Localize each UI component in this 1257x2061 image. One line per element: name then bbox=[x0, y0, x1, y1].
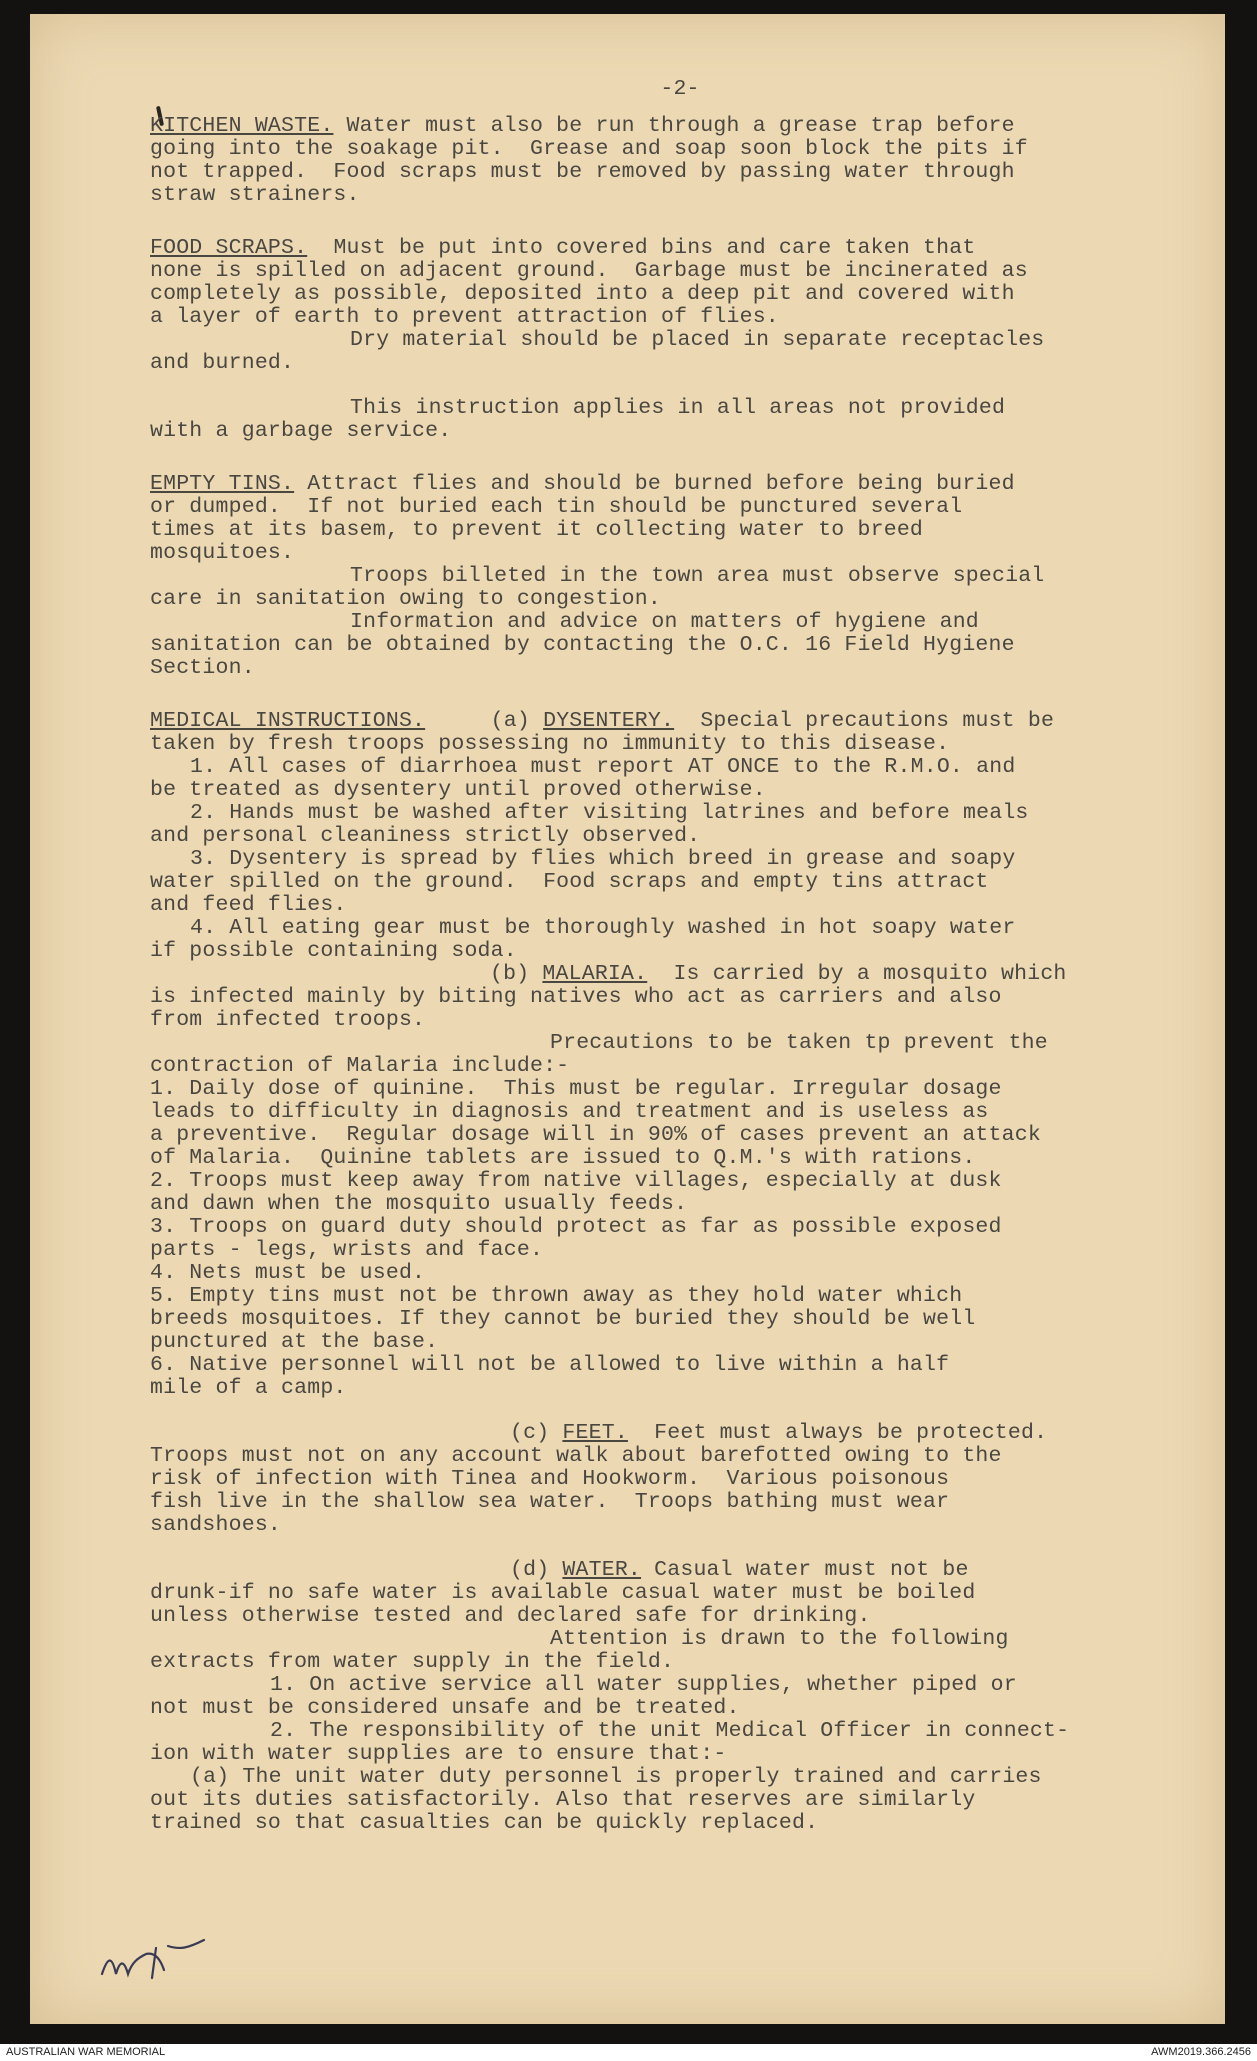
kitchen-waste-line: going into the soakage pit. Grease and soap soon block the pits if bbox=[150, 137, 1028, 161]
malaria-line: leads to difficulty in diagnosis and treatment and is useless as bbox=[150, 1100, 989, 1124]
food-scraps-line: none is spilled on adjacent ground. Garbage must be incinerated as bbox=[150, 259, 1028, 283]
empty-tins-line: times at its basem, to prevent it collecting water to breed bbox=[150, 518, 924, 542]
feet-line: risk of infection with Tinea and Hookworm. Various poisonous bbox=[150, 1467, 950, 1491]
feet-line: fish live in the shallow sea water. Troops bathing must wear bbox=[150, 1490, 950, 1514]
malaria-line: contraction of Malaria include:- bbox=[150, 1054, 570, 1078]
dysentery-line: 1. All cases of diarrhoea must report AT ONCE to the R.M.O. and bbox=[190, 755, 1016, 779]
food-scraps-line: Dry material should be placed in separate receptacles bbox=[350, 328, 1045, 352]
empty-tins-line: Information and advice on matters of hygiene and bbox=[350, 610, 979, 634]
malaria-line: 2. Troops must keep away from native villages, especially at dusk bbox=[150, 1169, 1002, 1193]
feet-heading: FEET. bbox=[562, 1421, 628, 1445]
water-line: drunk-if no safe water is available casual water must be boiled bbox=[150, 1581, 976, 1605]
kitchen-waste-heading: KITCHEN WASTE. bbox=[150, 114, 334, 138]
water-line: out its duties satisfactorily. Also that reserves are similarly bbox=[150, 1788, 976, 1812]
water-line: 1. On active service all water supplies, whether piped or bbox=[270, 1673, 1017, 1697]
malaria-line: 4. Nets must be used. bbox=[150, 1261, 426, 1285]
feet-line: Troops must not on any account walk about barefotted owing to the bbox=[150, 1444, 1002, 1468]
empty-tins-line: Troops billeted in the town area must observe special bbox=[350, 564, 1045, 588]
water-line: not must be considered unsafe and be treated. bbox=[150, 1696, 740, 1720]
empty-tins-line: care in sanitation owing to congestion. bbox=[150, 587, 661, 611]
malaria-line: punctured at the base. bbox=[150, 1330, 439, 1354]
food-scraps-line: and burned. bbox=[150, 351, 295, 375]
food-scraps-line: with a garbage service. bbox=[150, 419, 452, 443]
malaria-line: 5. Empty tins must not be thrown away as they hold water which bbox=[150, 1284, 963, 1308]
footer-institution: AUSTRALIAN WAR MEMORIAL bbox=[6, 2046, 166, 2058]
feet-line: sandshoes. bbox=[150, 1513, 282, 1537]
malaria-line: 3. Troops on guard duty should protect as far as possible exposed bbox=[150, 1215, 1002, 1239]
dysentery-line: taken by fresh troops possessing no immunity to this disease. bbox=[150, 732, 950, 756]
kitchen-waste-line: straw strainers. bbox=[150, 183, 360, 207]
food-scraps-line: This instruction applies in all areas not provided bbox=[350, 396, 1006, 420]
water-line: unless otherwise tested and declared safe for drinking. bbox=[150, 1604, 871, 1628]
empty-tins-line: mosquitoes. bbox=[150, 541, 295, 565]
water-line: ion with water supplies are to ensure that:- bbox=[150, 1742, 727, 1766]
water-line: Attention is drawn to the following bbox=[550, 1627, 1009, 1651]
malaria-line: 1. Daily dose of quinine. This must be regular. Irregular dosage bbox=[150, 1077, 1002, 1101]
malaria-line: is infected mainly by biting natives who act as carriers and also bbox=[150, 985, 1002, 1009]
handwritten-initials bbox=[94, 1934, 224, 1994]
malaria-line: and dawn when the mosquito usually feeds. bbox=[150, 1192, 688, 1216]
page-number: -2- bbox=[660, 77, 700, 101]
malaria-line: (b) MALARIA. Is carried by a mosquito which bbox=[490, 962, 1067, 986]
dysentery-line: 3. Dysentery is spread by flies which breed in grease and soapy bbox=[190, 847, 1016, 871]
kitchen-waste-line: not trapped. Food scraps must be removed by passing water through bbox=[150, 160, 1015, 184]
empty-tins-heading: EMPTY TINS. bbox=[150, 472, 295, 496]
food-scraps-line: a layer of earth to prevent attraction of flies. bbox=[150, 305, 779, 329]
malaria-line: mile of a camp. bbox=[150, 1376, 347, 1400]
footer-accession-number: AWM2019.366.2456 bbox=[1151, 2046, 1251, 2058]
kitchen-waste-line: KITCHEN WASTE. Water must also be run through a grease trap before bbox=[150, 114, 1015, 138]
water-line: trained so that casualties can be quickly replaced. bbox=[150, 1811, 819, 1835]
water-line: (d) WATER. Casual water must not be bbox=[510, 1558, 969, 1582]
dysentery-line: and personal cleaniness strictly observed. bbox=[150, 824, 701, 848]
dysentery-line: 4. All eating gear must be thoroughly washed in hot soapy water bbox=[190, 916, 1016, 940]
medical-line: MEDICAL INSTRUCTIONS. (a) DYSENTERY. Special precautions must be bbox=[150, 709, 1055, 733]
water-line: extracts from water supply in the field. bbox=[150, 1650, 675, 1674]
malaria-line: Precautions to be taken tp prevent the bbox=[550, 1031, 1048, 1055]
malaria-line: parts - legs, wrists and face. bbox=[150, 1238, 544, 1262]
document-body bbox=[150, 78, 1210, 1835]
empty-tins-line: sanitation can be obtained by contacting the O.C. 16 Field Hygiene bbox=[150, 633, 1015, 657]
empty-tins-line: EMPTY TINS. Attract flies and should be burned before being buried bbox=[150, 472, 1015, 496]
water-line: (a) The unit water duty personnel is properly trained and carries bbox=[190, 1765, 1042, 1789]
dysentery-line: and feed flies. bbox=[150, 893, 347, 917]
dysentery-heading: DYSENTERY. bbox=[543, 709, 675, 733]
malaria-line: a preventive. Regular dosage will in 90% of cases prevent an attack bbox=[150, 1123, 1041, 1147]
water-line: 2. The responsibility of the unit Medical Officer in connect- bbox=[270, 1719, 1070, 1743]
dysentery-line: water spilled on the ground. Food scraps and empty tins attract bbox=[150, 870, 989, 894]
malaria-heading: MALARIA. bbox=[542, 962, 648, 986]
water-heading: WATER. bbox=[562, 1558, 642, 1582]
dysentery-line: be treated as dysentery until proved otherwise. bbox=[150, 778, 766, 802]
feet-line: (c) FEET. Feet must always be protected. bbox=[510, 1421, 1048, 1445]
malaria-line: of Malaria. Quinine tablets are issued to Q.M.'s with rations. bbox=[150, 1146, 976, 1170]
food-scraps-line: FOOD SCRAPS. Must be put into covered bins and care taken that bbox=[150, 236, 976, 260]
empty-tins-line: Section. bbox=[150, 656, 255, 680]
malaria-line: 6. Native personnel will not be allowed to live within a half bbox=[150, 1353, 950, 1377]
medical-instructions-heading: MEDICAL INSTRUCTIONS. bbox=[150, 709, 426, 733]
document-page bbox=[30, 14, 1225, 2024]
malaria-line: from infected troops. bbox=[150, 1008, 426, 1032]
food-scraps-heading: FOOD SCRAPS. bbox=[150, 236, 308, 260]
food-scraps-line: completely as possible, deposited into a deep pit and covered with bbox=[150, 282, 1015, 306]
dysentery-line: 2. Hands must be washed after visiting latrines and before meals bbox=[190, 801, 1029, 825]
malaria-line: breeds mosquitoes. If they cannot be buried they should be well bbox=[150, 1307, 976, 1331]
empty-tins-line: or dumped. If not buried each tin should be punctured several bbox=[150, 495, 963, 519]
dysentery-line: if possible containing soda. bbox=[150, 939, 517, 963]
